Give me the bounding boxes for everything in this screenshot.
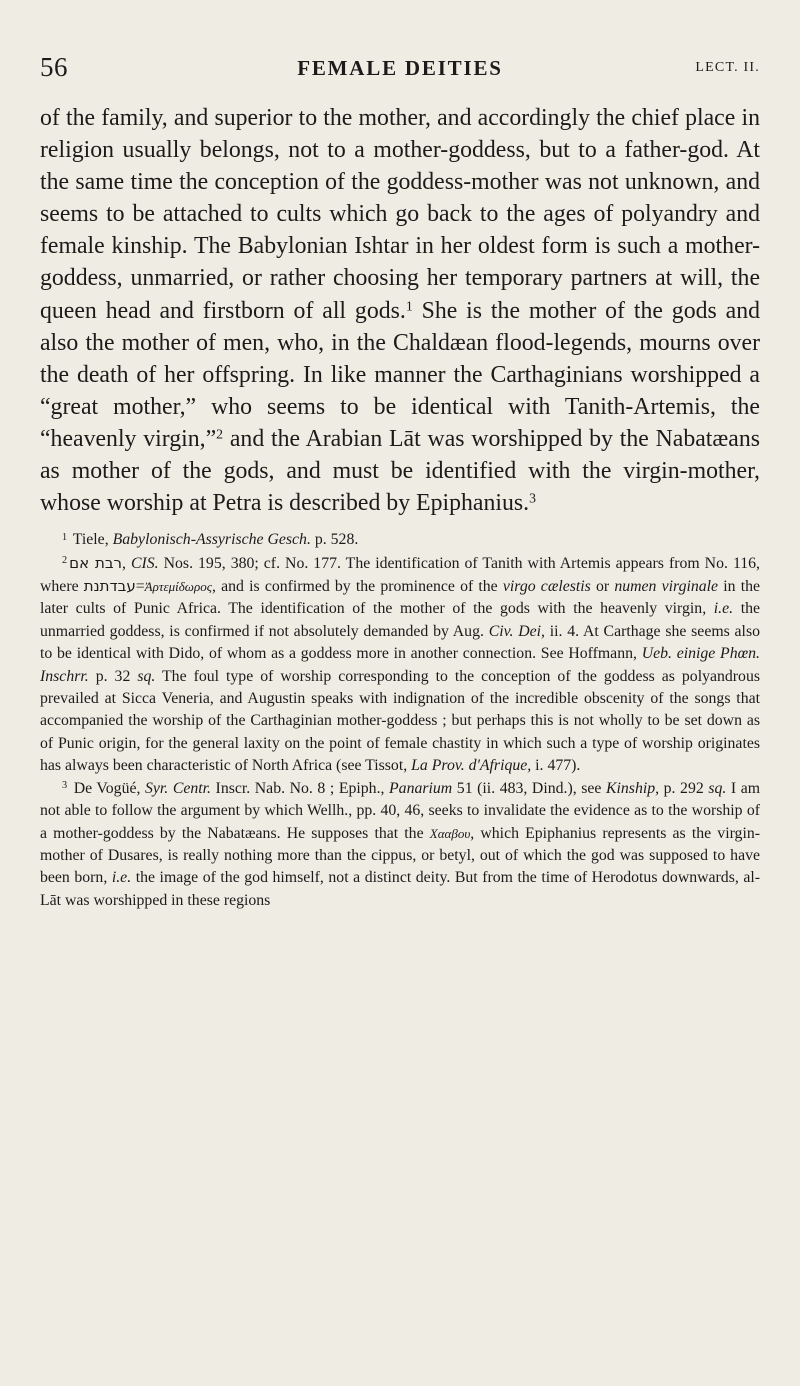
page-number: 56 — [40, 52, 68, 82]
footnote-2-text: Nos. 195, 380; cf. No. 177. The identification of Tanith with Artemis appears from No. 116, where — [40, 554, 760, 596]
footnote-2-italic: Civ. Dei, — [488, 622, 545, 640]
footnote-2-italic: i.e. — [713, 600, 734, 618]
footnote-3-text: Inscr. Nab. No. 8 ; Epiph., — [211, 779, 390, 797]
footnote-2 — [40, 552, 760, 778]
footnote-3-italic: sq. — [708, 779, 727, 797]
paragraph-text-part-3: and the Arabian Lāt was worshipped by the Nabatæans as mother of the gods, and must be identified with the virgin-mother, whose worship at Petra is described by Epiphanius. — [40, 425, 760, 517]
footnote-3-italic: Panarium — [389, 779, 453, 797]
footnote-1-text: Tiele, — [69, 531, 113, 549]
footnote-2-text: p. 32 — [88, 667, 138, 685]
footnote-3-text: p. 292 — [659, 779, 709, 797]
main-paragraph — [40, 102, 760, 519]
footnote-2-text: , and is confirmed by the prominence of the — [212, 578, 503, 596]
footnote-2-italic: Ueb. einige Phœn. Inschrr. — [40, 645, 760, 685]
footnote-1-page: p. 528. — [310, 531, 359, 549]
footnote-3-marker: 3 — [62, 780, 68, 792]
paragraph-text-part-2: She is the mother of the gods and also the mother of men, who, in the Chaldæan flood-legends, mourns over the death of her offspring. In like manner the Carthaginians worshipped a “great mother,” who seems to be identical with Tanith-Artemis, the “heavenly virgin,” — [40, 297, 760, 452]
hebrew-text: עבדתנת — [83, 577, 136, 596]
footnote-2-italic: CIS. — [130, 554, 159, 572]
paragraph-text-part-1: of the family, and superior to the mother, and accordingly the chief place in religion usually belongs, not to a mother-goddess, but to a father-god. At the same time the conception of the goddess-mother was not unknown, and seems to be attached to cults which go back to the ages of polyandry and female kinship. The Babylonian Ishtar in her oldest form is such a mother-goddess, unmarried, or rather choosing her temporary partners at will, the queen head and firstborn of all gods. — [40, 105, 760, 324]
footnotes — [40, 529, 760, 912]
running-lecture: LECT. II. — [695, 60, 760, 75]
footnote-3-italic: Kinship, — [605, 779, 660, 797]
greek-text: Χααβου — [429, 825, 471, 841]
footnote-ref-1: 1 — [405, 297, 413, 313]
footnote-1 — [40, 529, 760, 551]
footnote-2-italic: sq. — [137, 667, 156, 685]
greek-text: Ἀρτεμίδωρος — [144, 579, 213, 595]
footnote-3-text: , which Epiphanius represents as the virgin-mother of Dusares, is really nothing more than the cippus, or betyl, out of which the god was supposed to have been born, — [40, 824, 760, 887]
footnote-3-italic: Syr. Centr. — [145, 779, 211, 797]
footnote-ref-3: 3 — [529, 490, 536, 506]
footnote-3-text: De Vogüé, — [69, 779, 145, 797]
book-page — [0, 52, 800, 1386]
footnote-2-italic: numen virginale — [614, 578, 719, 596]
footnote-2-text: or — [590, 578, 615, 596]
running-head — [40, 52, 760, 102]
footnote-ref-2: 2 — [216, 426, 224, 442]
footnote-2-text: ii. 4. At Carthage she seems also to be identical with Dido, of whom as a goddess more in another connection. See Hoffmann, — [40, 622, 760, 663]
footnote-3-text: the image of the god himself, not a distinct deity. But from the time of Herodotus downwards, al-Lāt was worshipped in these regions — [40, 869, 761, 909]
footnote-3 — [40, 778, 760, 912]
footnote-2-italic: virgo cælestis — [502, 578, 591, 596]
footnote-2-text: the unmarried goddess, is confirmed if not absolutely demanded by Aug. — [40, 600, 761, 640]
footnote-3-text: I am not able to follow the argument by which Wellh., pp. 40, 46, seeks to invalidate the evidence as to the worship of a mother-goddess by the Nabatæans. He supposes that the — [40, 779, 760, 842]
footnote-3-italic: i.e. — [111, 869, 132, 887]
footnote-2-text: The foul type of worship corresponding to the conception of the goddess as polyandrous prevailed at Sicca Veneria, and Augustin speaks with indignation of the incredible obscenity of the songs that accompanied the worship of the Carthaginian mother-goddess ; but perhaps this is not wholly to be set down as of Punic origin, for the general laxity on the point of female chastity in which such a type of worship originates has always been characteristic of North Africa (see Tissot, — [40, 667, 760, 775]
hebrew-text: רבת אם — [69, 553, 122, 572]
footnote-3-text: 51 (ii. 483, Dind.), see — [452, 779, 606, 797]
running-title: FEMALE DEITIES — [297, 56, 503, 80]
footnote-2-text: = — [135, 578, 145, 596]
footnote-2-text: i. 477). — [531, 757, 581, 775]
footnote-1-marker: 1 — [62, 531, 68, 543]
footnote-1-title: Babylonisch-Assyrische Gesch. — [112, 531, 311, 549]
footnote-2-marker: 2 — [62, 555, 68, 567]
footnote-2-text: in the later cults of Punic Africa. The identification of the mother of the gods with the heavenly virgin, — [40, 578, 760, 618]
footnote-2-italic: La Prov. d'Afrique, — [411, 757, 532, 775]
footnote-2-text: , — [121, 554, 131, 572]
